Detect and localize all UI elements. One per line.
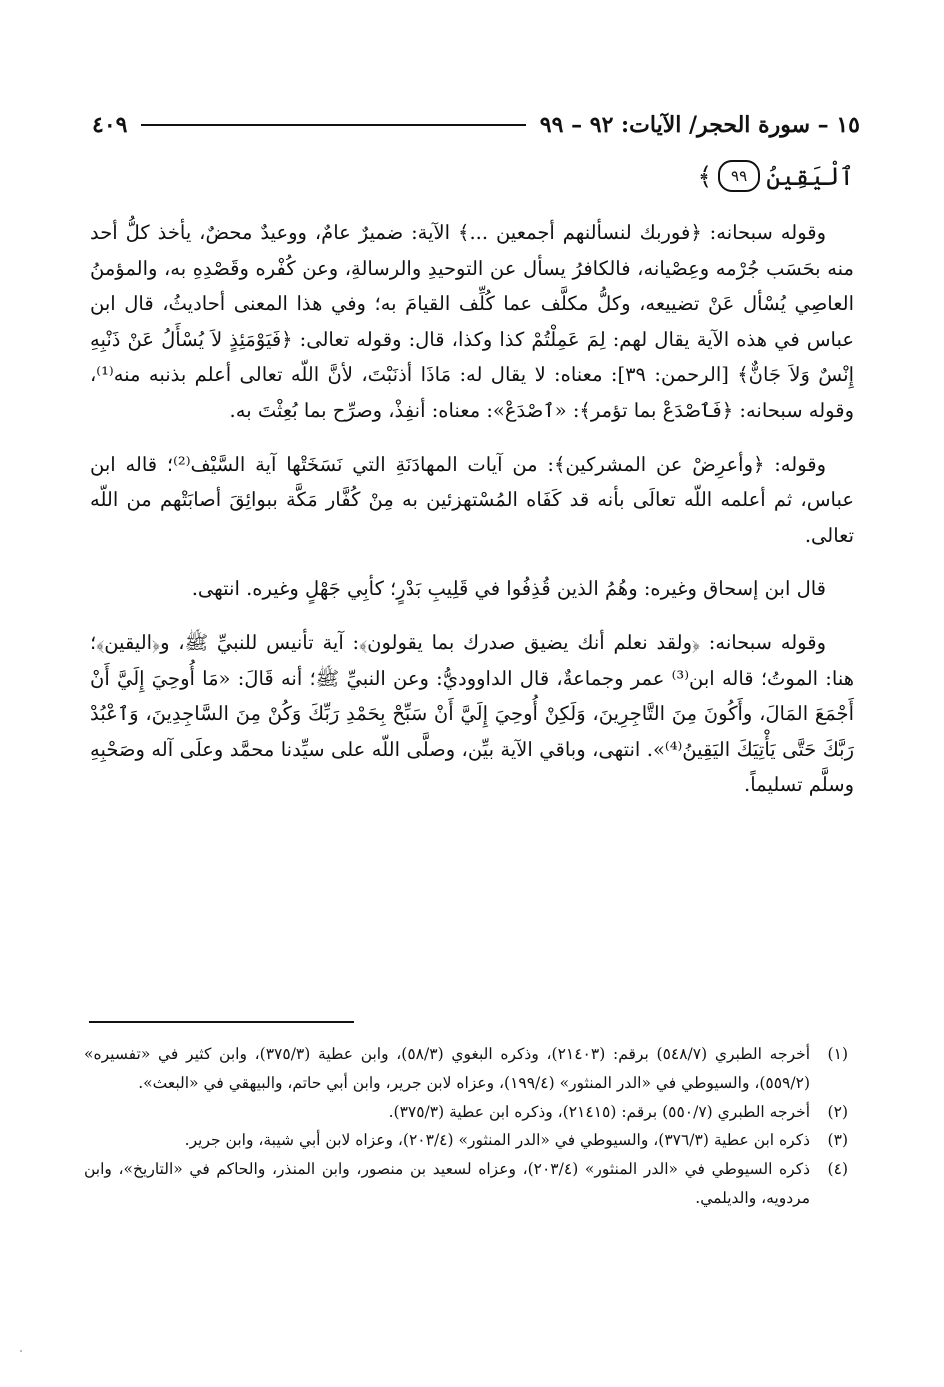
scan-speck <box>20 1350 22 1352</box>
verse-word: ٱلْيَقِينُ <box>766 161 854 191</box>
footnote-number: (٢) <box>827 1102 848 1121</box>
footnote-item <box>84 1155 848 1213</box>
paragraph-4: وقوله سبحانه: ﴿ولقد نعلم أنك يضيق صدرك بما يقولون﴾: آية تأنيس للنبيِّ ﷺ، و﴿اليقين﴾؛ هنا: الموتُ؛ قاله ابن⁽³⁾ عمر وجماعةٌ، قال الداووديُّ: وعن النبيِّ ﷺ؛ أنه قَالَ: «مَا أُوحِيَ إِلَيَّ أَنْ أَجْمَعَ المَالَ، وأَكُونَ مِنَ التَّاجِرِينَ، وَلَكِنْ أُوحِيَ إِلَيَّ أَنْ سَبِّحْ بِحَمْدِ رَبِّكَ وَكُنْ مِنَ السَّاجِدِينَ، وَٱعْبُدْ رَبَّكَ حَتَّى يَأْتِيَكَ اليَقِينُ⁽⁴⁾». انتهى، وباقي الآية بيِّن، وصلَّى اللّه على سيِّدنا محمَّد وعلَى آله وصَحْبِهِ وسلَّم تسليماً. <box>90 630 855 797</box>
header-title: ١٥ – سورة الحجر/ الآيات: ٩٢ – ٩٩ <box>539 112 860 138</box>
footnote-item <box>84 1098 848 1127</box>
footnote-number: (١) <box>827 1045 848 1063</box>
ayah-number-badge: ٩٩ <box>718 160 760 192</box>
footnote-number: (٤) <box>827 1160 848 1179</box>
paragraph-2: وقوله: ﴿وأعرِضْ عن المشركين﴾: من آيات المهادَنَةِ التي نَسَخَتْها آية السَّيْف⁽²⁾؛ قاله ابن عباس، ثم أعلمه اللّه تعالَى بأنه قد كَفَاه المُسْتهزئين به مِنْ كُفَّار مَكَّة ببوائِقَ أصابَتْهم من اللّه تعالى. <box>90 452 854 547</box>
footnote-text: ذكره ابن عطية (٣٧٦/٣)، والسيوطي في «الدر المنثور» (٢٠٣/٤)، وعزاه لابن أبي شيبة، وابن جرير. <box>184 1131 810 1150</box>
footnote-item <box>84 1040 848 1098</box>
footnote-text: ذكره السيوطي في «الدر المنثور» (٢٠٣/٤)، وعزاه لسعيد بن منصور، وابن المنذر، والحاكم في «التاريخ»، وابن مردويه، والديلمي. <box>84 1160 810 1207</box>
footnotes <box>84 1040 848 1213</box>
verse-continuation <box>697 160 854 192</box>
paragraph-1: وقوله سبحانه: ﴿فوربك لنسألنهم أجمعين ...﴾ الآية: ضميرٌ عامٌ، ووعيدٌ محضٌ، يأخذ كلُّ أحد منه بحَسَب جُرْمه وعِصْيانه، فالكافرُ يسأل عن التوحيدِ والرسالةِ، وعن كُفْره وقَصْدِهِ به، والمؤمنُ العاصِي يُسْأل عَنْ تضييعه، وكلُّ مكلَّف عما كُلِّف القيامَ به؛ وفي هذا المعنى أحاديثُ، قال ابن عباس في هذه الآية يقال لهم: لِمَ عَمِلْتُمْ كذا وكذا، قال: وقوله تعالى: ﴿فَيَوْمَئِذٍ لاَ يُسْأَلُ عَنْ ذَنْبِهِ إِنْسٌ وَلاَ جَانٌّ﴾ [الرحمن: ٣٩]: معناه: لا يقال له: مَاذَا أذنَبْتَ، لأنَّ اللّه تعالى أعلم بذنبه منه⁽¹⁾، وقوله سبحانه: ﴿فَٱصْدَعْ بما تؤمر﴾: «ٱصْدَعْ»: معناه: أنفِذْ، وصرِّح بما بُعِثْتَ به. <box>90 221 854 422</box>
footnote-text: أخرجه الطبري (٥٥٠/٧) برقم: (٢١٤١٥)، وذكره ابن عطية (٣٧٥/٣). <box>388 1102 810 1121</box>
header-rule <box>141 124 525 126</box>
footnote-number: (٣) <box>827 1131 848 1150</box>
footnote-separator <box>89 1021 354 1023</box>
running-header <box>92 110 860 140</box>
paragraph-3: قال ابن إسحاق وغيره: وهُمُ الذين قُذِفُوا في قَلِيبِ بَدْرٍ؛ كأبِي جَهْلٍ وغيره. انتهى. <box>191 577 826 601</box>
footnote-text: أخرجه الطبري (٥٤٨/٧) برقم: (٢١٤٠٣)، وذكره البغوي (٥٨/٣)، وابن عطية (٣٧٥/٣)، وابن كثير في «تفسيره» (٥٥٩/٢)، والسيوطي في «الدر المنثور» (١٩٩/٤)، وعزاه لابن جرير، وابن أبي حاتم، والبيهقي في «البعث». <box>84 1045 811 1092</box>
page-number: ٤٠٩ <box>92 112 128 138</box>
verse-bracket: ﴾ <box>697 161 713 191</box>
footnote-item <box>84 1126 848 1155</box>
commentary-body <box>90 215 854 803</box>
